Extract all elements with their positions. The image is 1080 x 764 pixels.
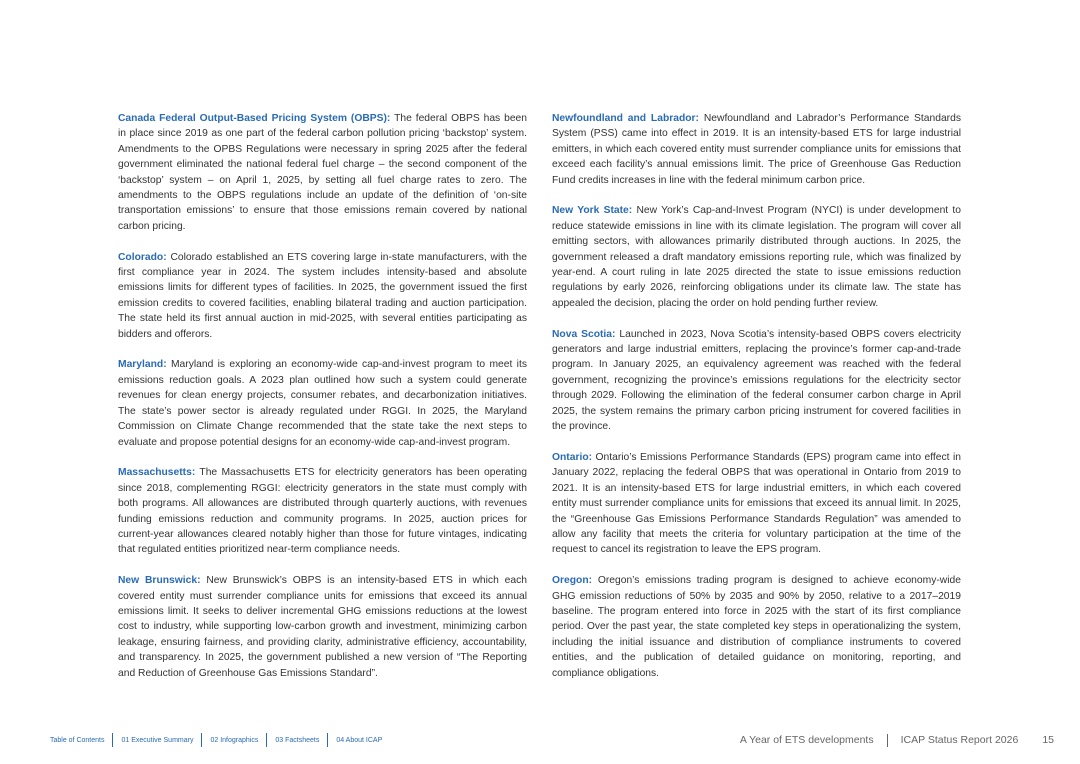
entry-body: New Brunswick’s OBPS is an intensity-based ETS in which each covered entity must surrender compliance units for emissions that exceed its annual emissions limit. It seeks to deliver incremental GHG emissions reductions at the lowest cost to industry, while supporting low-carbon growth and investment, minimizing carbon leakage, ensuring fairness, and providing clarity, administrative efficiency, accountability, and transparency. In 2025, the government published a new version of “The Reporting and Reduction of Greenhouse Gas Emissions Standard”.	[118, 575, 527, 679]
entry-new-york-state	[552, 203, 961, 311]
entry-body: Maryland is exploring an economy-wide cap-and-invest program to meet its emissions reduction goals. A 2023 plan outlined how such a system could generate revenues for clean energy projects, consumer rebates, and decarbonization initiatives. The state’s power sector is already regulated under RGGI. In 2025, the Maryland Commission on Climate Change recommended that the state take the next steps to evaluate and propose potential designs for an economy-wide cap-and-invest program.	[118, 359, 527, 448]
footer-report-info	[740, 732, 1054, 748]
nav-factsheets[interactable]: 03 Factsheets	[275, 736, 320, 744]
nav-executive-summary[interactable]: 01 Executive Summary	[121, 736, 194, 744]
section-title: A Year of ETS developments	[739, 734, 874, 746]
entry-title: Ontario:	[552, 451, 593, 463]
entry-title: Nova Scotia:	[552, 328, 616, 340]
entry-canada-obps	[118, 111, 527, 234]
entry-new-brunswick	[118, 573, 527, 681]
right-column	[552, 111, 961, 696]
entry-title: Newfoundland and Labrador:	[552, 113, 699, 124]
entry-body: Newfoundland and Labrador’s Performance Standards System (PSS) came into effect in 2019. It is an intensity-based ETS for large industrial emitters, in which each covered entity must surrender compliance units for emissions that exceed each facility’s annual emissions limit. The price of Greenhouse Gas Reduction Fund credits increases in line with the federal minimum carbon price.	[552, 113, 961, 186]
entry-body: New York’s Cap-and-Invest Program (NYCI) is under development to reduce statewide emissions in line with its climate legislation. The program will cover all emitting sectors, with allowances primarily distributed through auctions. In 2025, the government released a draft mandatory emissions reporting rule, which was finalized by year-end. A court ruling in late 2025 directed the state to issue emissions reduction regulations by early 2026, reinforcing obligations under its climate law. The state has appealed the decision, placing the order on hold pending further review.	[552, 205, 961, 309]
left-column	[118, 111, 527, 696]
entry-colorado	[118, 250, 527, 342]
entry-title: Massachusetts:	[118, 467, 196, 479]
entry-body: Oregon’s emissions trading program is designed to achieve economy-wide GHG emission reductions of 50% by 2035 and 90% by 2050, relative to a 2017–2019 baseline. The program entered into force in 2025 with the start of its first compliance period. Over the past year, the state completed key steps in operationalizing the system, including the initial issuance and distribution of compliance instruments to covered entities, and the publication of detailed guidance on monitoring, reporting, and compliance obligations.	[552, 575, 961, 679]
nav-divider	[327, 733, 328, 747]
footer-nav	[50, 732, 382, 748]
entry-nova-scotia	[552, 327, 961, 435]
entry-title: Maryland:	[118, 359, 167, 371]
entry-ontario	[552, 450, 961, 558]
nav-divider	[112, 733, 113, 747]
report-title: ICAP Status Report 2026	[900, 734, 1019, 746]
entry-title: Canada Federal Output-Based Pricing System (OBPS):	[118, 113, 391, 124]
nav-infographics[interactable]: 02 Infographics	[210, 736, 259, 744]
entry-body: Launched in 2023, Nova Scotia’s intensity-based OBPS covers electricity generators and large industrial emitters, replacing the province’s former cap-and-trade program. In January 2025, an equivalency agreement was reached with the federal government, recognizing the province’s emissions regulations for the electricity sector through 2029. Following the elimination of the federal consumer carbon charge in April 2025, the system remains the primary carbon pricing instrument for covered facilities in the province.	[552, 328, 961, 433]
entry-body: The Massachusetts ETS for electricity generators has been operating since 2018, complementing RGGI: electricity generators in the state must comply with both programs. All allowances are distributed through quarterly auctions, with revenues funding emissions reduction and community programs. In 2025, auction prices for current-year allowances cleared notably higher than those for future vintages, indicating that regulated entities prioritized near-term compliance needs.	[118, 467, 527, 556]
footer-divider	[887, 734, 888, 747]
entry-title: Oregon:	[552, 575, 593, 587]
entry-title: New York State:	[552, 205, 633, 217]
nav-table-of-contents[interactable]: Table of Contents	[50, 736, 105, 744]
nav-divider	[266, 733, 267, 747]
nav-about-icap[interactable]: 04 About ICAP	[336, 736, 383, 744]
entry-body: The federal OBPS has been in place since 2019 as one part of the federal carbon pollution pricing ‘backstop’ system. Amendments to the OPBS Regulations were necessary in spring 2025 after the federal government eliminated the national federal fuel charge – the second component of the ‘backstop’ system – on April 1, 2025, by setting all fuel charge rates to zero. The amendments to the OBPS regulations include an update of the definition of ‘on-site transportation emissions’ to ensure that those emissions remain covered by national carbon pricing.	[118, 113, 527, 232]
entry-oregon	[552, 573, 961, 681]
entry-newfoundland-labrador	[552, 111, 961, 188]
entry-massachusetts	[118, 465, 527, 557]
entry-title: Colorado:	[118, 251, 167, 263]
entry-body: Colorado established an ETS covering large in-state manufacturers, with the first compliance year in 2024. The system includes intensity-based and absolute emissions limits for different types of facilities. In 2025, the government issued the first emission credits to covered facilities, enabling bilateral trading and auction participation. The state held its first annual auction in mid-2025, with several entities participating as bidders and offerors.	[118, 251, 527, 340]
page-footer	[0, 732, 1080, 748]
page-number: 15	[1042, 734, 1054, 746]
entry-title: New Brunswick:	[118, 575, 201, 587]
nav-divider	[201, 733, 202, 747]
entry-maryland	[118, 357, 527, 449]
entry-body: Ontario’s Emissions Performance Standards (EPS) program came into effect in January 2022, replacing the federal OBPS that was operational in Ontario from 2019 to 2021. It is an intensity-based ETS for large industrial emitters, in which each covered entity must surrender compliance units for emissions that exceed its annual limit. In 2025, the “Greenhouse Gas Emissions Performance Standards Regulation” was amended to allow any facility that meets the criteria for voluntary participation at the time of the request to cancel its registration to leave the EPS program.	[552, 451, 961, 556]
